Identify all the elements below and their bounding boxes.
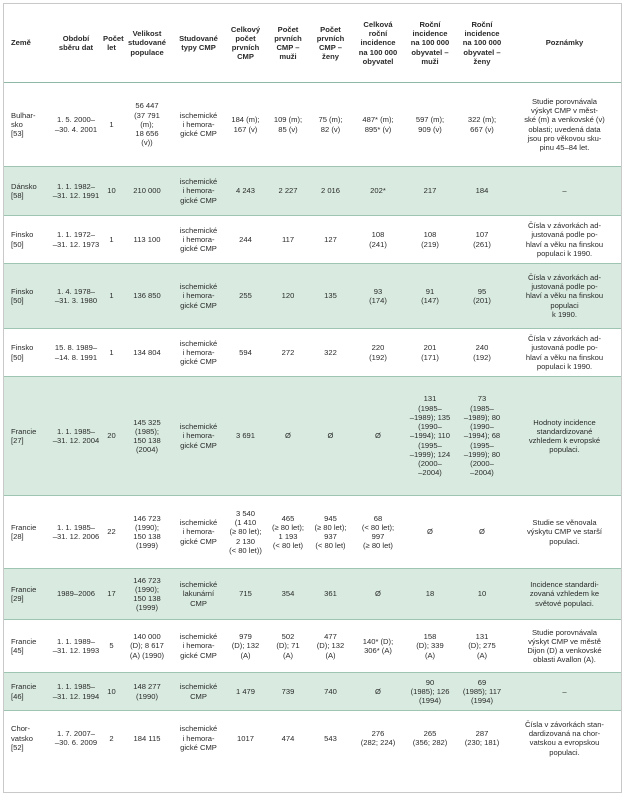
men-cell: 465 (≥ 80 let); 1 193 (< 80 let) (267, 496, 309, 569)
incidence-women-cell: 95 (201) (456, 264, 508, 329)
women-cell: 2 016 (309, 167, 352, 216)
population-cell: 145 325 (1985); 150 138 (2004) (121, 377, 173, 496)
country-cell: Francie [27] (4, 377, 50, 496)
incidence-cell: 220 (192) (352, 329, 404, 377)
period-cell: 1. 7. 2007– –30. 6. 2009 (54, 729, 98, 748)
total-cell: 244 (224, 216, 267, 264)
types-cell: ischemické i hemora- gické CMP (179, 724, 218, 752)
types-cell: ischemické i hemora- gické CMP (173, 496, 224, 569)
total-cell: 255 (224, 264, 267, 329)
incidence-cell: 276 (282; 224) (360, 729, 396, 748)
incidence-cell: 68 (< 80 let); 997 (≥ 80 let) (352, 496, 404, 569)
incidence-men-cell: 18 (404, 569, 456, 620)
types-cell: ischemické i hemora- gické CMP (173, 377, 224, 496)
period-cell: 1. 1. 1985– –31. 12. 2004 (50, 377, 102, 496)
incidence-women-cell: 184 (456, 167, 508, 216)
note-cell: – (508, 673, 621, 711)
note-cell: Incidence standardi- zovaná vzhledem ke světové populaci. (508, 569, 621, 620)
country-cell: Dánsko [58] (4, 167, 50, 216)
country-cell: Finsko [50] (4, 329, 50, 377)
table-header (4, 4, 621, 83)
header-total: Celkový počet prvních CMP (224, 4, 267, 83)
table-row (4, 329, 621, 377)
period-cell: 1. 1. 1982– –31. 12. 1991 (50, 167, 102, 216)
country-cell: Bulhar- sko [53] (4, 83, 50, 167)
men-cell: 354 (267, 569, 309, 620)
incidence-cell: 93 (174) (352, 264, 404, 329)
period-cell: 1. 5. 2000– –30. 4. 2001 (50, 83, 102, 167)
men-cell: 2 227 (267, 167, 309, 216)
table-row (4, 673, 621, 711)
years-cell: 22 (102, 496, 121, 569)
table-row (4, 711, 621, 766)
total-cell: 715 (224, 569, 267, 620)
incidence-women-cell: 69 (1985); 117 (1994) (456, 673, 508, 711)
women-cell: 75 (m); 82 (v) (309, 83, 352, 167)
incidence-cell: Ø (352, 377, 404, 496)
total-cell: 594 (224, 329, 267, 377)
note-cell: Čísla v závorkách ad- justovaná podle po- hlaví a věku na finskou populaci k 1990. (508, 329, 621, 377)
women-cell: 322 (309, 329, 352, 377)
incidence-women-cell: 107 (261) (456, 216, 508, 264)
header-inc-women: Roční incidence na 100 000 obyvatel – ženy (456, 4, 508, 83)
note-cell: Čísla v závorkách ad- justovaná podle po- hlaví a věku na finskou populaci k 1990. (508, 264, 621, 329)
incidence-men-cell: 158 (D); 339 (A) (404, 620, 456, 673)
header-population: Velikost studované populace (121, 4, 173, 83)
men-cell: 272 (267, 329, 309, 377)
men-cell: 502 (D); 71 (A) (267, 620, 309, 673)
incidence-women-cell: 73 (1985– –1989); 80 (1990– –1994); 68 (1995– –1999); 80 (2000– –2004) (456, 377, 508, 496)
incidence-men-cell: 91 (147) (404, 264, 456, 329)
period-cell: 1. 1. 1989– –31. 12. 1993 (50, 620, 102, 673)
total-cell: 3 540 (1 410 (≥ 80 let); 2 130 (< 80 let)) (224, 496, 267, 569)
years-cell: 1 (102, 329, 121, 377)
stroke-incidence-table (4, 4, 621, 766)
header-types: Studované typy CMP (173, 4, 224, 83)
population-cell: 134 804 (121, 329, 173, 377)
header-period: Období sběru dat (50, 4, 102, 83)
incidence-cell: 202* (352, 167, 404, 216)
incidence-men-cell: 108 (219) (404, 216, 456, 264)
incidence-men-cell: 217 (404, 167, 456, 216)
header-women: Počet prvních CMP – ženy (309, 4, 352, 83)
country-cell: Chor- vatsko [52] (11, 724, 33, 752)
men-cell: 117 (267, 216, 309, 264)
women-cell: 361 (309, 569, 352, 620)
total-cell: 3 691 (224, 377, 267, 496)
types-cell: ischemické i hemora- gické CMP (173, 216, 224, 264)
population-cell: 148 277 (1990) (121, 673, 173, 711)
years-cell: 2 (109, 733, 114, 743)
women-cell: Ø (309, 377, 352, 496)
incidence-men-cell: 131 (1985– –1989); 135 (1990– –1994); 110 (1995– –1999); 124 (2000– –2004) (404, 377, 456, 496)
incidence-women-cell: Ø (456, 496, 508, 569)
years-cell: 10 (102, 167, 121, 216)
table-row (4, 167, 621, 216)
note-cell: Studie porovnávala výskyt CMP ve městě Dijon (D) a venkovské oblasti Avallon (A). (508, 620, 621, 673)
years-cell: 20 (102, 377, 121, 496)
types-cell: ischemické i hemora- gické CMP (173, 264, 224, 329)
note-cell: Studie se věnovala výskytu CMP ve starší populaci. (508, 496, 621, 569)
types-cell: ischemické lakunární CMP (173, 569, 224, 620)
men-cell: 120 (267, 264, 309, 329)
table-row (4, 216, 621, 264)
incidence-women-cell: 287 (230; 181) (464, 729, 500, 748)
table-row (4, 83, 621, 167)
men-cell: 109 (m); 85 (v) (267, 83, 309, 167)
period-cell: 1. 4. 1978– –31. 3. 1980 (50, 264, 102, 329)
incidence-women-cell: 240 (192) (456, 329, 508, 377)
table-row (4, 377, 621, 496)
years-cell: 10 (102, 673, 121, 711)
incidence-men-cell: 265 (356; 282) (412, 729, 448, 748)
note-cell: – (508, 167, 621, 216)
population-cell: 146 723 (1990); 150 138 (1999) (121, 496, 173, 569)
header-country: Země (4, 4, 50, 83)
country-cell: Francie [45] (4, 620, 50, 673)
period-cell: 15. 8. 1989– –14. 8. 1991 (50, 329, 102, 377)
population-cell: 136 850 (121, 264, 173, 329)
note-cell: Hodnoty incidence standardizované vzhledem k evropské populaci. (508, 377, 621, 496)
women-cell: 477 (D); 132 (A) (309, 620, 352, 673)
years-cell: 1 (102, 264, 121, 329)
total-cell: 1 479 (224, 673, 267, 711)
types-cell: ischemické i hemora- gické CMP (173, 167, 224, 216)
population-cell: 113 100 (121, 216, 173, 264)
women-cell: 127 (309, 216, 352, 264)
incidence-cell: 108 (241) (352, 216, 404, 264)
period-cell: 1. 1. 1972– –31. 12. 1973 (50, 216, 102, 264)
years-cell: 1 (102, 83, 121, 167)
period-cell: 1. 1. 1985– –31. 12. 2006 (50, 496, 102, 569)
types-cell: ischemické i hemora- gické CMP (173, 329, 224, 377)
incidence-women-cell: 131 (D); 275 (A) (456, 620, 508, 673)
header-men: Počet prvních CMP – muži (267, 4, 309, 83)
country-cell: Francie [46] (4, 673, 50, 711)
men-cell: 739 (267, 673, 309, 711)
incidence-men-cell: Ø (404, 496, 456, 569)
country-cell: Finsko [50] (4, 264, 50, 329)
table-row (4, 569, 621, 620)
population-cell: 146 723 (1990); 150 138 (1999) (121, 569, 173, 620)
period-cell: 1989–2006 (50, 569, 102, 620)
total-cell: 1017 (237, 733, 254, 743)
incidence-men-cell: 90 (1985); 126 (1994) (404, 673, 456, 711)
men-cell: Ø (267, 377, 309, 496)
header-incidence: Celková roční incidence na 100 000 obyvatel (352, 4, 404, 83)
header-notes: Poznámky (508, 4, 621, 83)
population-cell: 184 115 (133, 733, 161, 743)
header-years: Počet let (102, 4, 121, 83)
women-cell: 945 (≥ 80 let); 937 (< 80 let) (309, 496, 352, 569)
incidence-men-cell: 597 (m); 909 (v) (404, 83, 456, 167)
incidence-women-cell: 322 (m); 667 (v) (456, 83, 508, 167)
country-cell: Finsko [50] (4, 216, 50, 264)
note-cell: Studie porovnávala výskyt CMP v měst- ské (m) a venkovské (v) oblasti; uvedená data jsou pro věkovou sku- pinu 45–84 let. (508, 83, 621, 167)
women-cell: 543 (324, 733, 337, 743)
incidence-women-cell: 10 (456, 569, 508, 620)
years-cell: 5 (102, 620, 121, 673)
note-cell: Čísla v závorkách stan- dardizovaná na chor- vatskou a evropskou populaci. (525, 719, 604, 757)
incidence-cell: Ø (352, 569, 404, 620)
incidence-cell: 140* (D); 306* (A) (352, 620, 404, 673)
population-cell: 210 000 (121, 167, 173, 216)
incidence-men-cell: 201 (171) (404, 329, 456, 377)
header-inc-men: Roční incidence na 100 000 obyvatel – muži (404, 4, 456, 83)
population-cell: 140 000 (D); 8 617 (A) (1990) (121, 620, 173, 673)
total-cell: 4 243 (224, 167, 267, 216)
table-row (4, 264, 621, 329)
country-cell: Francie [29] (4, 569, 50, 620)
years-cell: 17 (102, 569, 121, 620)
country-cell: Francie [28] (4, 496, 50, 569)
years-cell: 1 (102, 216, 121, 264)
types-cell: ischemické i hemora- gické CMP (173, 83, 224, 167)
men-cell: 474 (281, 733, 295, 743)
table-row (4, 496, 621, 569)
women-cell: 135 (309, 264, 352, 329)
data-table-frame (3, 3, 622, 793)
period-cell: 1. 1. 1985– –31. 12. 1994 (50, 673, 102, 711)
women-cell: 740 (309, 673, 352, 711)
note-cell: Čísla v závorkách ad- justovaná podle po- hlaví a věku na finskou populaci k 1990. (508, 216, 621, 264)
total-cell: 979 (D); 132 (A) (224, 620, 267, 673)
population-cell: 56 447 (37 791 (m); 18 656 (v)) (121, 83, 173, 167)
total-cell: 184 (m); 167 (v) (224, 83, 267, 167)
table-row (4, 620, 621, 673)
incidence-cell: 487* (m); 895* (v) (352, 83, 404, 167)
types-cell: ischemické CMP (173, 673, 224, 711)
incidence-cell: Ø (352, 673, 404, 711)
types-cell: ischemické i hemora- gické CMP (173, 620, 224, 673)
header-row (4, 4, 621, 83)
table-body (4, 83, 621, 766)
